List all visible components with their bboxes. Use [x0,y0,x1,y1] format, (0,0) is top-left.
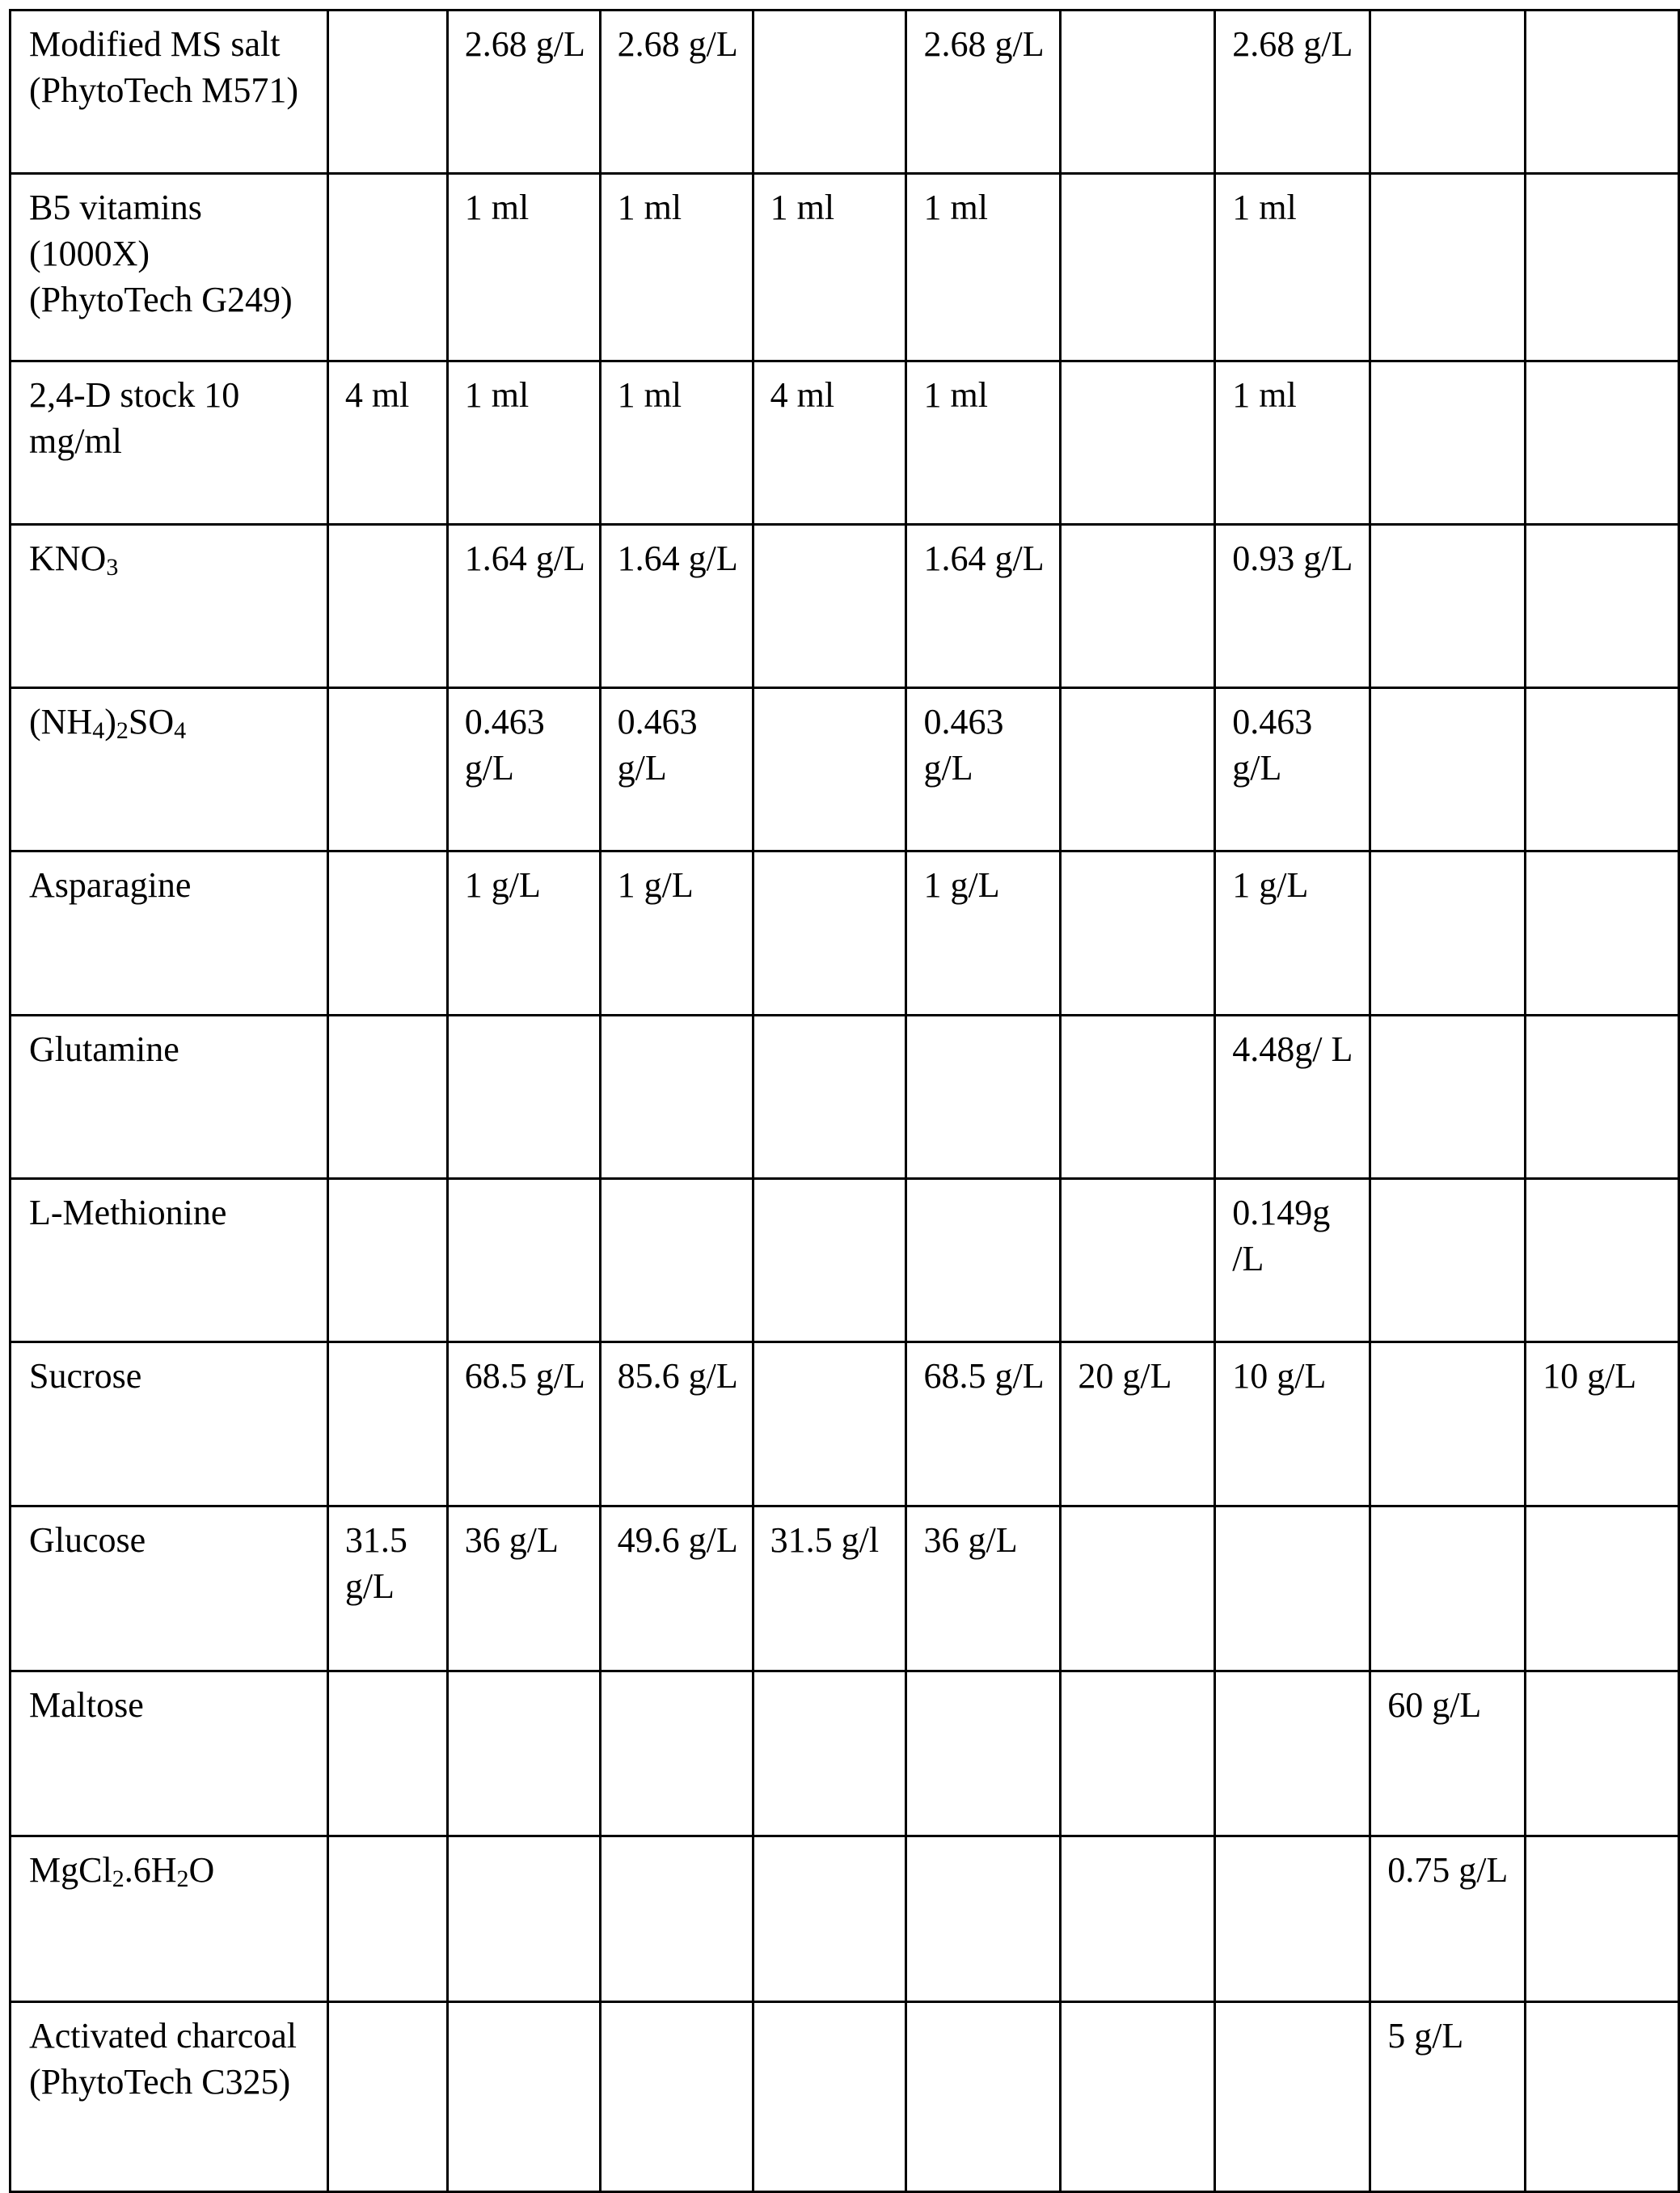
table-cell [1061,1506,1215,1671]
table-cell [753,1342,906,1506]
table-row [11,174,1679,361]
table-cell: 0.75 g/L [1370,1836,1526,2002]
table-cell: 1 ml [600,174,753,361]
table-cell [327,174,447,361]
table-cell [1370,525,1526,688]
table-cell: 1 ml [447,174,600,361]
table-row [11,1342,1679,1506]
formula-text: MgCl [29,1850,112,1890]
table-cell: 4 ml [753,361,906,525]
table-cell [1370,11,1526,174]
table-cell: 1 g/L [600,851,753,1016]
table-cell: 68.5 g/L [447,1342,600,1506]
formula-subscript: 4 [92,717,105,744]
table-cell [327,1836,447,2002]
row-label: Maltose [11,1671,328,1836]
table-cell [906,1836,1061,2002]
table-cell [1370,361,1526,525]
table-cell [600,1836,753,2002]
table-cell: 2.68 g/L [447,11,600,174]
table-cell [753,1671,906,1836]
formula-subscript: 2 [112,1866,125,1892]
table-cell [1061,11,1215,174]
table-cell [1370,174,1526,361]
table-cell [327,11,447,174]
media-composition-table [9,9,1680,2193]
table-cell [906,1671,1061,1836]
table-row [11,851,1679,1016]
table-cell: 0.93 g/L [1215,525,1370,688]
table-cell [1061,851,1215,1016]
table-cell [447,1671,600,1836]
table-cell: 36 g/L [447,1506,600,1671]
table-cell [1061,525,1215,688]
formula-text: O [188,1850,215,1890]
table-cell [1370,1016,1526,1179]
table-cell [1370,851,1526,1016]
table-cell [1061,1671,1215,1836]
table-cell: 2.68 g/L [906,11,1061,174]
table-cell [1215,1671,1370,1836]
table-row [11,11,1679,174]
table-cell [600,1179,753,1342]
table-cell: 10 g/L [1526,1342,1679,1506]
table-cell: 31.5 g/L [327,1506,447,1671]
table-cell [1526,174,1679,361]
table-cell [1215,2002,1370,2192]
table-cell [753,1836,906,2002]
table-cell [1526,1836,1679,2002]
table-cell: 1 ml [600,361,753,525]
row-label: Sucrose [11,1342,328,1506]
table-row [11,361,1679,525]
table-cell: 85.6 g/L [600,1342,753,1506]
table-cell [447,1836,600,2002]
row-label [11,525,328,688]
table-cell: 60 g/L [1370,1671,1526,1836]
table-cell: 4 ml [327,361,447,525]
table-cell: 0.463 g/L [447,688,600,851]
table-cell [327,1179,447,1342]
table-cell: 5 g/L [1370,2002,1526,2192]
table-cell [447,2002,600,2192]
table-cell [327,2002,447,2192]
table-row [11,1836,1679,2002]
table-cell [1061,174,1215,361]
table-cell [1526,1671,1679,1836]
table-cell [1370,1342,1526,1506]
table-cell [1215,1506,1370,1671]
formula-text: .6H [124,1850,177,1890]
table-cell: 0.463 g/L [600,688,753,851]
table-cell: 1 ml [906,174,1061,361]
table-cell [1370,1179,1526,1342]
row-label [11,688,328,851]
formula-text: SO [128,702,175,742]
table-cell: 36 g/L [906,1506,1061,1671]
table-cell: 2.68 g/L [1215,11,1370,174]
table-cell [1370,1506,1526,1671]
table-cell [1526,2002,1679,2192]
row-label: Asparagine [11,851,328,1016]
table-cell: 1.64 g/L [447,525,600,688]
table-cell [447,1179,600,1342]
table-cell [1526,1506,1679,1671]
table-cell: 1 ml [1215,361,1370,525]
table-cell [1061,2002,1215,2192]
table-cell: 1 ml [906,361,1061,525]
table-cell [753,851,906,1016]
table-cell: 1 ml [1215,174,1370,361]
table-cell [1061,688,1215,851]
row-label: Modified MS salt (PhytoTech M571) [11,11,328,174]
table-row [11,1179,1679,1342]
row-label [11,1836,328,2002]
table-cell [906,2002,1061,2192]
table-cell [753,2002,906,2192]
table-cell [753,1016,906,1179]
table-cell [906,1016,1061,1179]
table-cell [753,525,906,688]
table-cell: 0.463 g/L [1215,688,1370,851]
row-label: B5 vitamins (1000X) (PhytoTech G249) [11,174,328,361]
table-cell [447,1016,600,1179]
table-cell [753,688,906,851]
table-cell: 20 g/L [1061,1342,1215,1506]
table-cell [1215,1836,1370,2002]
table-row [11,525,1679,688]
table-cell [753,11,906,174]
formula-text: ) [104,702,116,742]
table-row [11,2002,1679,2192]
formula-subscript: 2 [116,717,129,744]
table-cell: 10 g/L [1215,1342,1370,1506]
table-cell: 0.463 g/L [906,688,1061,851]
formula-text: (NH [29,702,93,742]
table-cell [1061,361,1215,525]
table-cell [1526,525,1679,688]
table-cell: 1 g/L [447,851,600,1016]
table-cell [1526,688,1679,851]
table-cell [600,1016,753,1179]
formula-subscript: 4 [174,717,187,744]
table-cell [1526,11,1679,174]
table-cell: 1.64 g/L [906,525,1061,688]
table-cell [327,525,447,688]
table-cell [1370,688,1526,851]
row-label: Glucose [11,1506,328,1671]
table-cell [1526,1016,1679,1179]
table-cell: 4.48g/ L [1215,1016,1370,1179]
table-cell [1526,361,1679,525]
table-row [11,1016,1679,1179]
table-cell [753,1179,906,1342]
row-label: L-Methionine [11,1179,328,1342]
table-cell [1526,851,1679,1016]
table-cell [327,1016,447,1179]
table-cell: 1 ml [447,361,600,525]
table-cell [327,851,447,1016]
table-cell: 1 ml [753,174,906,361]
table-cell [600,1671,753,1836]
table-body [11,11,1679,2192]
table-row [11,1671,1679,1836]
table-cell [1061,1179,1215,1342]
table-cell: 68.5 g/L [906,1342,1061,1506]
table-cell [327,688,447,851]
row-label: Glutamine [11,1016,328,1179]
formula-subscript: 2 [176,1866,189,1892]
table-row [11,688,1679,851]
table-cell: 31.5 g/l [753,1506,906,1671]
table-cell: 0.149g /L [1215,1179,1370,1342]
formula-text: KNO [29,539,107,578]
table-cell [327,1671,447,1836]
table-cell [906,1179,1061,1342]
table-cell: 2.68 g/L [600,11,753,174]
table-cell: 1 g/L [1215,851,1370,1016]
formula-subscript: 3 [106,554,119,581]
table-cell [327,1342,447,1506]
table-cell [600,2002,753,2192]
table-cell [1526,1179,1679,1342]
row-label: 2,4-D stock 10 mg/ml [11,361,328,525]
table-row [11,1506,1679,1671]
table-cell: 1 g/L [906,851,1061,1016]
table-cell: 49.6 g/L [600,1506,753,1671]
table-cell: 1.64 g/L [600,525,753,688]
row-label: Activated charcoal (PhytoTech C325) [11,2002,328,2192]
table-cell [1061,1836,1215,2002]
table-cell [1061,1016,1215,1179]
